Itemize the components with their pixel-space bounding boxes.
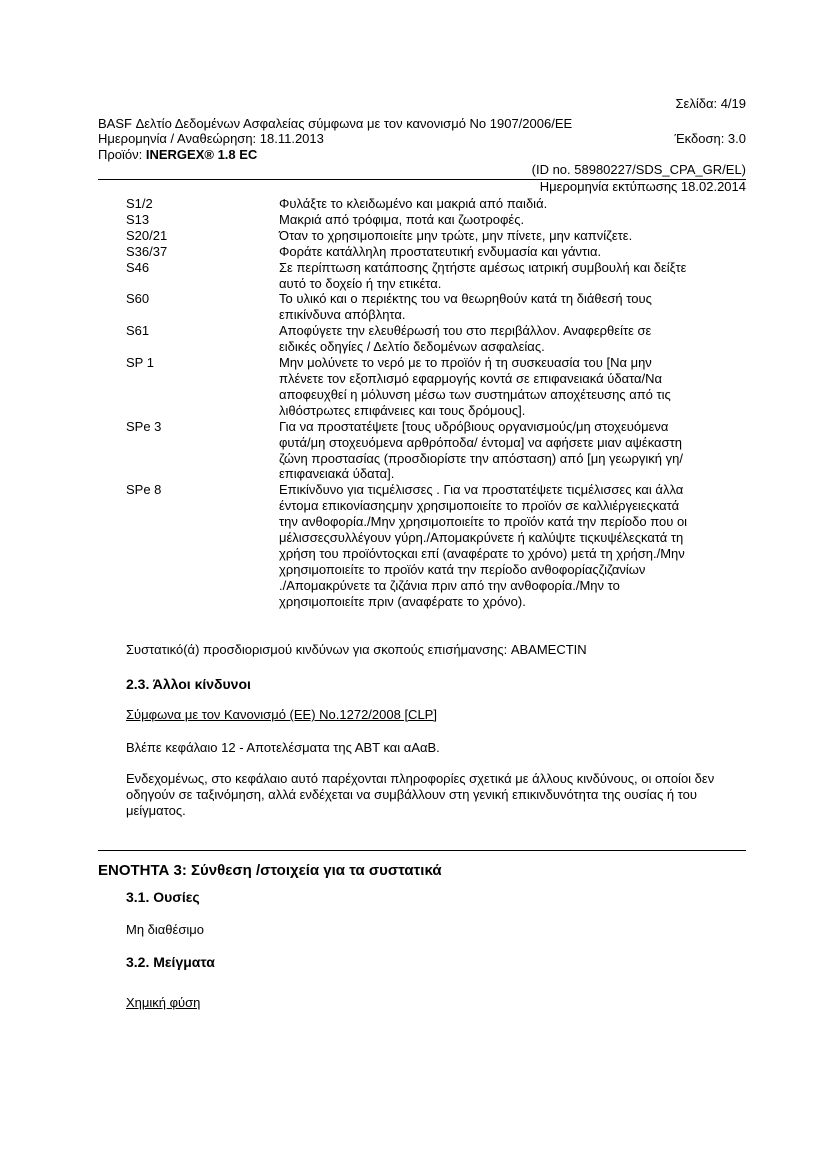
phrase-row bbox=[126, 291, 719, 323]
phrase-text-line: αποφευχθεί η μόλυνση μέσω των συστημάτων αποχέτευσης από τις bbox=[279, 386, 671, 402]
clp-regulation-heading: Σύμφωνα με τον Κανονισμό (ΕΕ) No.1272/2008 [CLP] bbox=[126, 707, 437, 722]
page-number: Σελίδα: 4/19 bbox=[675, 96, 746, 111]
substances-status: Μη διαθέσιμο bbox=[126, 922, 204, 937]
phrase-code: S20/21 bbox=[126, 227, 168, 243]
phrase-code: S36/37 bbox=[126, 243, 168, 259]
revision-date: Ημερομηνία / Αναθεώρηση: 18.11.2013 bbox=[98, 131, 324, 146]
phrase-text bbox=[279, 291, 719, 323]
phrase-text bbox=[279, 482, 719, 609]
phrase-row bbox=[126, 260, 719, 292]
phrase-row bbox=[126, 419, 719, 483]
phrase-text-line: Αποφύγετε την ελευθέρωσή του στο περιβάλλον. Αναφερθείτε σε bbox=[279, 323, 652, 339]
phrase-text-line: ./Απομακρύνετε τα ζιζάνια πριν από την ανθοφορία./Μην το bbox=[279, 577, 620, 593]
phrase-row bbox=[126, 196, 719, 212]
phrase-text bbox=[279, 260, 719, 292]
section-3-2-title: 3.2. Μείγματα bbox=[126, 954, 215, 970]
phrase-code: S46 bbox=[126, 259, 150, 275]
phrase-text-line: επικίνδυνα απόβλητα. bbox=[279, 307, 406, 323]
phrase-code: SPe 8 bbox=[126, 482, 162, 498]
phrase-text-line: Μην μολύνετε το νερό με το προϊόν ή τη συσκευασία του [Να μην bbox=[279, 355, 652, 371]
chemical-nature-heading: Χημική φύση bbox=[126, 995, 201, 1010]
phrase-text-line: Σε περίπτωση κατάποσης ζητήστε αμέσως ιατρική συμβουλή και δείξτε bbox=[279, 259, 687, 275]
phrase-code: SP 1 bbox=[126, 355, 154, 371]
section-3-title: ΕΝΟΤΗΤΑ 3: Σύνθεση /στοιχεία για τα συστατικά bbox=[98, 862, 442, 879]
phrase-text-line: χρήση του προϊόντοςκαι επί (αναφέρατε το χρόνο) μετά τη χρήση./Μην bbox=[279, 545, 685, 561]
phrase-code: S60 bbox=[126, 291, 150, 307]
phrase-text-line: πλένετε τον εξοπλισμό εφαρμογής κοντά σε επιφανειακά ύδατα/Να bbox=[279, 370, 663, 386]
phrase-text-line: Όταν το χρησιμοποιείτε μην τρώτε, μην πίνετε, μην καπνίζετε. bbox=[279, 227, 633, 243]
print-date: Ημερομηνία εκτύπωσης 18.02.2014 bbox=[539, 179, 746, 194]
section-3-1-title: 3.1. Ουσίες bbox=[126, 889, 200, 905]
phrase-text-line: χρησιμοποιείτε το προϊόν κατά την περίοδο ανθοφορίαςζιζανίων bbox=[279, 561, 646, 577]
phrase-text bbox=[279, 244, 719, 260]
phrase-text-line: λιθόστρωτες επιφάνειες και τους δρόμους]. bbox=[279, 402, 526, 418]
hazard-ingredients: Συστατικό(ά) προσδιορισμού κινδύνων για σκοπούς επισήμανσης: ABAMECTIN bbox=[126, 642, 587, 657]
phrase-text bbox=[279, 212, 719, 228]
phrase-text-line: αυτό το δοχείο ή την ετικέτα. bbox=[279, 275, 442, 291]
phrase-row bbox=[126, 228, 719, 244]
document-id: (ID no. 58980227/SDS_CPA_GR/EL) bbox=[531, 162, 746, 177]
phrase-text-line: μέλισσεςσυλλέγουν γύρη./Απομακρύνετε ή καλύψτε τιςκυψέλεςκατά τη bbox=[279, 530, 684, 546]
phrase-text bbox=[279, 196, 719, 212]
other-hazards-paragraph: Ενδεχομένως, στο κεφάλαιο αυτό παρέχονται πληροφορίες σχετικά με άλλους κινδύνους, οι οποίοι δεν οδηγούν σε ταξινόμηση, αλλά ενδέχεται να συμβάλλουν στη γενική επικινδυνότητα της ουσίας ή του μείγματος. bbox=[126, 771, 715, 818]
phrase-row bbox=[126, 323, 719, 355]
section-divider bbox=[98, 850, 746, 851]
phrase-code: S13 bbox=[126, 211, 150, 227]
product-line bbox=[98, 147, 257, 162]
phrase-code: S61 bbox=[126, 323, 150, 339]
phrase-text-line: ειδικές οδηγίες / Δελτίο δεδομένων ασφαλείας. bbox=[279, 339, 545, 355]
pbt-reference: Βλέπε κεφάλαιο 12 - Αποτελέσματα της ΑΒΤ και αΑαΒ. bbox=[126, 740, 440, 755]
phrase-text bbox=[279, 355, 719, 419]
phrase-text-line: επιφανειακά ύδατα]. bbox=[279, 466, 395, 482]
phrase-text-line: Φοράτε κατάλληλη προστατευτική ενδυμασία και γάντια. bbox=[279, 243, 602, 259]
product-name: INERGEX® 1.8 EC bbox=[145, 147, 258, 162]
phrase-text-line: έντομα επικονίασηςμην χρησιμοποιείτε το προϊόν σε καλλιέργειεςκατά bbox=[279, 498, 680, 514]
phrase-row bbox=[126, 212, 719, 228]
phrase-row bbox=[126, 355, 719, 419]
phrase-text-line: Φυλάξτε το κλειδωμένο και μακριά από παιδιά. bbox=[279, 196, 548, 211]
phrase-code: SPe 3 bbox=[126, 418, 162, 434]
phrase-text-line: Για να προστατέψετε [τους υδρόβιους οργανισμούς/μη στοχευόμενα bbox=[279, 418, 669, 434]
phrase-text-line: Μακριά από τρόφιμα, ποτά και ζωοτροφές. bbox=[279, 211, 525, 227]
phrase-text-line: Επικίνδυνο για τιςμέλισσες . Για να προστατέψετε τιςμέλισσες και άλλα bbox=[279, 482, 684, 498]
phrase-text-line: την ανθοφορία./Μην χρησιμοποιείτε το προϊόν κατά την περίοδο που οι bbox=[279, 514, 688, 530]
phrase-text-line: φυτά/μη στοχευόμενα αρθρόποδα/ έντομα] να αφήσετε μιαν αψέκαστη bbox=[279, 434, 682, 450]
document-title: BASF Δελτίο Δεδομένων Ασφαλείας σύμφωνα με τον κανονισμό No 1907/2006/ΕΕ bbox=[98, 116, 573, 131]
phrase-text-line: χρησιμοποιείτε πριν (αναφέρατε το χρόνο). bbox=[279, 593, 526, 609]
phrase-text-line: ζώνη προστασίας (προσδιορίστε την απόσταση) από [μη γεωργική γη/ bbox=[279, 450, 683, 466]
phrase-text bbox=[279, 228, 719, 244]
version-label: Έκδοση: 3.0 bbox=[674, 131, 746, 146]
phrase-row bbox=[126, 482, 719, 609]
safety-phrases-table bbox=[126, 196, 719, 610]
phrase-code: S1/2 bbox=[126, 196, 153, 211]
phrase-row bbox=[126, 244, 719, 260]
product-prefix: Προϊόν: bbox=[98, 147, 146, 162]
phrase-text bbox=[279, 323, 719, 355]
section-2-3-title: 2.3. Άλλοι κίνδυνοι bbox=[126, 676, 251, 692]
phrase-text bbox=[279, 419, 719, 483]
phrase-text-line: Το υλικό και ο περιέκτης του να θεωρηθούν κατά τη διάθεσή τους bbox=[279, 291, 652, 307]
